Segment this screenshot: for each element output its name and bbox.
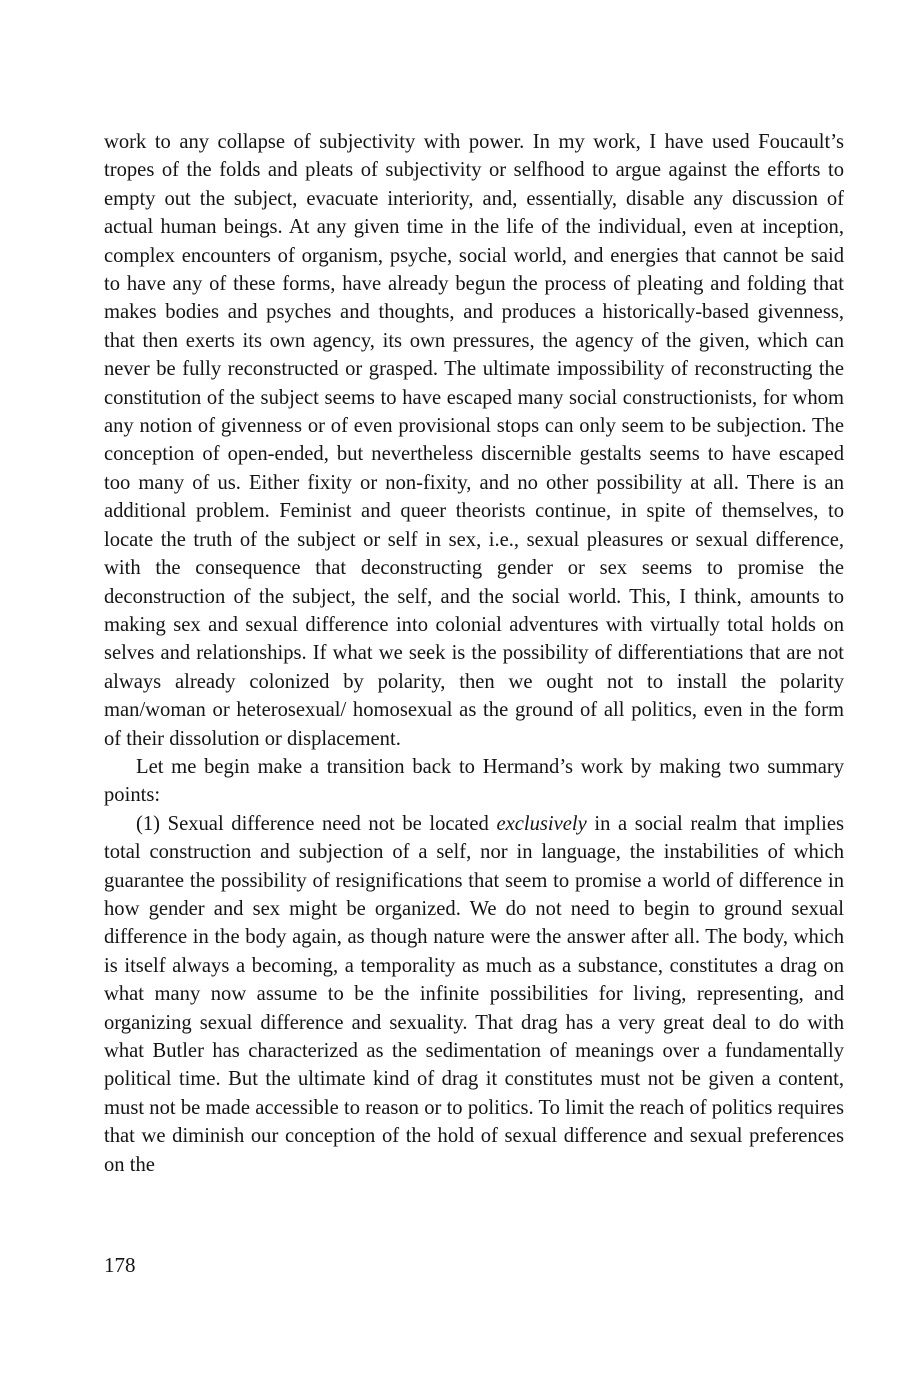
paragraph-1 xyxy=(104,128,844,753)
body-text xyxy=(104,128,844,1179)
paragraph-3-text-end: in a social realm that implies total construction and subjection of a self, nor in language, the instabilities of which guarantee the possibility of resignifications that seem to promise a world of difference in how gender and sex might be organized. We do not need to begin to ground sexual difference in the body again, as though nature were the answer after all. The body, which is itself always a becoming, a temporality as much as a substance, constitutes a drag on what many now assume to be the infinite possibilities for living, representing, and organizing sexual difference and sexuality. That drag has a very great deal to do with what Butler has characterized as the sedimentation of meanings over a fundamentally political time. But the ultimate kind of drag it constitutes must not be given a content, must not be made accessible to reason or to politics. To limit the reach of politics requires that we diminish our conception of the hold of sexual difference and sexual preferences on the xyxy=(104,812,844,1176)
paragraph-2 xyxy=(104,753,844,810)
paragraph-3-text-start: (1) Sexual difference need not be located xyxy=(136,812,497,835)
paragraph-3 xyxy=(104,810,844,1179)
paragraph-2-text: Let me begin make a transition back to Hermand’s work by making two summary points: xyxy=(104,755,844,807)
paragraph-1-text: work to any collapse of subjectivity with power. In my work, I have used Foucault’s tropes of the folds and pleats of subjectivity or selfhood to argue against the efforts to empty out the subject, evacuate interiority, and, essentially, disable any discussion of actual human beings. At any given time in the life of the individual, even at inception, complex encounters of organism, psyche, social world, and energies that cannot be said to have any of these forms, have already begun the process of pleating and folding that makes bodies and psyches and thoughts, and produces a historically-based givenness, that then exerts its own agency, its own pressures, the agency of the given, which can never be fully reconstructed or grasped. The ultimate impossibility of reconstructing the constitution of the subject seems to have escaped many social constructionists, for whom any notion of givenness or of even provisional stops can only seem to be subjection. The conception of open-ended, but nevertheless discernible gestalts seems to have escaped too many of us. Either fixity or non-fixity, and no other possibility at all. There is an additional problem. Feminist and queer theorists continue, in spite of themselves, to locate the truth of the subject or self in sex, i.e., sexual pleasures or sexual difference, with the consequence that deconstructing gender or sex seems to promise the deconstruction of the subject, the self, and the social world. This, I think, amounts to making sex and sexual difference into colonial adventures with virtually total holds on selves and relationships. If what we seek is the possibility of differentiations that are not always already colonized by polarity, then we ought not to install the polarity man/woman or heterosexual/ homosexual as the ground of all politics, even in the form of their dissolution or displacement. xyxy=(104,131,844,750)
paragraph-3-emphasis: exclusively xyxy=(496,812,587,835)
page-number: 178 xyxy=(104,1253,136,1277)
